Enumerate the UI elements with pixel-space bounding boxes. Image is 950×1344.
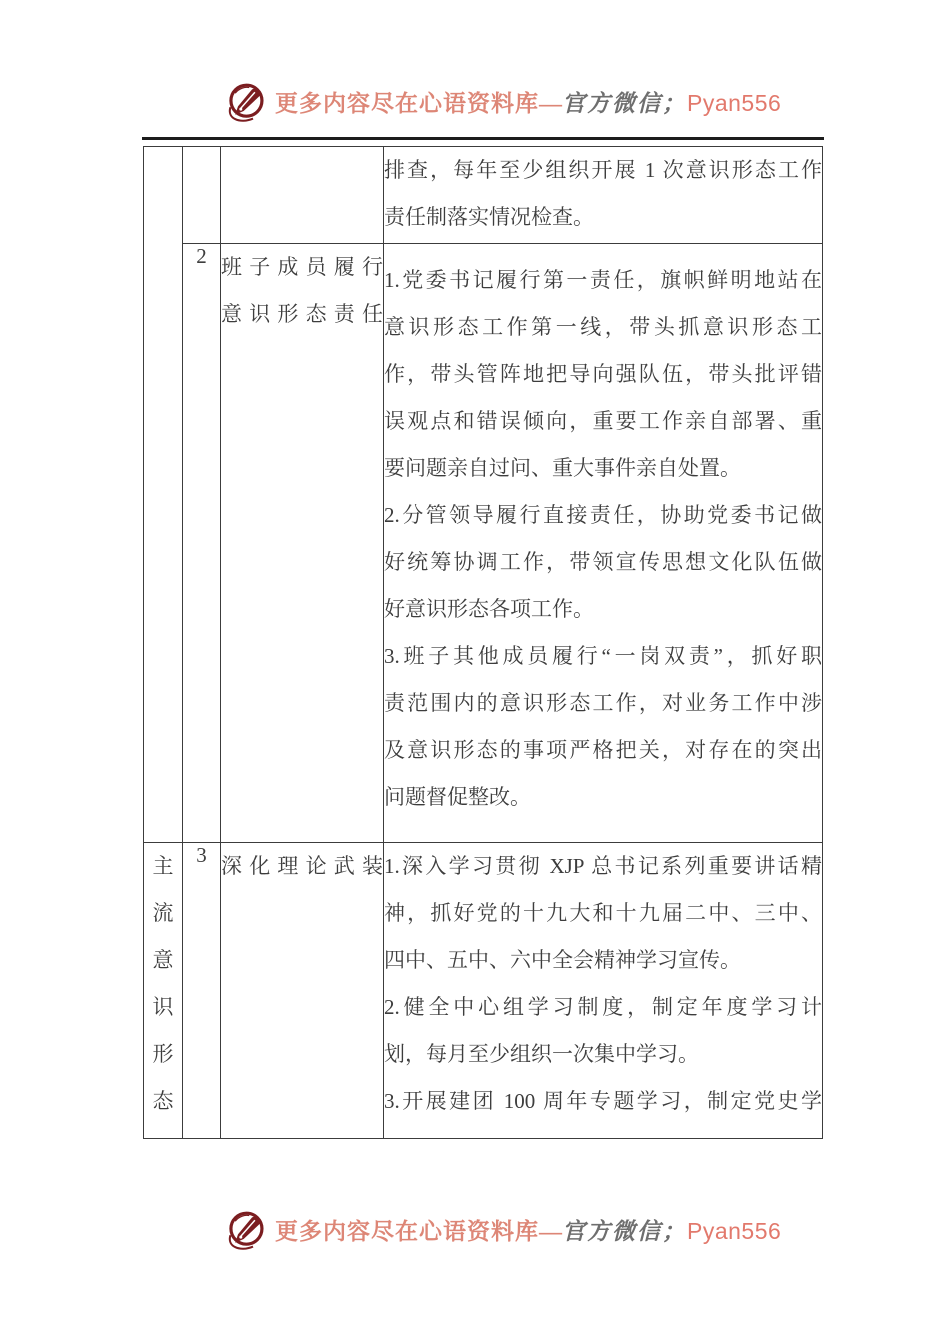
table-text-line: 误观点和错误倾向，重要工作亲自部署、重 (384, 409, 822, 433)
table-row (144, 147, 823, 244)
pen-logo-icon (222, 1208, 269, 1255)
footer-wechat-label: 官方微信； (562, 1219, 687, 1244)
table-text-line: 及意识形态的事项严格把关，对存在的突出 (384, 738, 822, 762)
table-row (144, 244, 823, 843)
table-text-line: 3.班子其他成员履行“一岗双责”，抓好职 (384, 644, 822, 668)
header-wechat-id: Pyan556 (687, 90, 782, 116)
table-text-line: 问题督促整改。 (384, 785, 531, 809)
footer-promo-text (275, 1208, 781, 1255)
table-row (144, 843, 823, 1139)
category-char: 流 (152, 901, 174, 925)
footer-promo (222, 1208, 781, 1255)
table-text-line: 责范围内的意识形态工作，对业务工作中涉 (384, 691, 822, 715)
category-char: 形 (152, 1042, 174, 1066)
row1-number-cell (183, 147, 221, 244)
ideology-work-table (143, 146, 823, 1139)
header-brand-text: 更多内容尽在心语资料库 (275, 91, 539, 116)
table-text-line: 要问题亲自过问、重大事件亲自处置。 (384, 456, 741, 480)
table-text-line: 3.开展建团 100 周年专题学习，制定党史学 (384, 1089, 822, 1113)
row-label-line: 深化理论武装 (221, 854, 383, 878)
row3-label-cell (221, 843, 384, 1139)
table-text-line: 神，抓好党的十九大和十九届二中、三中、 (384, 901, 822, 925)
row1-measures-cell (384, 147, 823, 244)
row3-category-cell (144, 843, 183, 1139)
category-char: 识 (152, 995, 174, 1019)
table-text-line: 作，带头管阵地把导向强队伍，带头批评错 (384, 362, 822, 386)
row1-label-cell (221, 147, 384, 244)
table-text-line: 2.分管领导履行直接责任，协助党委书记做 (384, 503, 822, 527)
footer-wechat-id: Pyan556 (687, 1218, 782, 1244)
footer-dash: — (539, 1219, 562, 1244)
table-text-line: 1.党委书记履行第一责任，旗帜鲜明地站在 (384, 268, 822, 292)
row-label-line: 意识形态责任 (221, 302, 383, 326)
row2-measures-cell (384, 244, 823, 843)
header-promo-text (275, 80, 781, 127)
table-text-line: 1.深入学习贯彻 XJP 总书记系列重要讲话精 (384, 854, 822, 878)
row3-number-cell: 3 (183, 843, 221, 1139)
header-dash: — (539, 91, 562, 116)
category-char: 意 (152, 948, 174, 972)
table-text-line: 责任制落实情况检查。 (384, 205, 594, 229)
header-divider-rule (142, 137, 824, 140)
category-char: 态 (152, 1089, 174, 1113)
table-text-line: 意识形态工作第一线，带头抓意识形态工 (384, 315, 822, 339)
table-text-line: 好意识形态各项工作。 (384, 597, 594, 621)
row2-number-cell: 2 (183, 244, 221, 843)
pen-logo-icon (222, 80, 269, 127)
category-cell-empty (144, 147, 183, 843)
header-wechat-label: 官方微信； (562, 91, 687, 116)
table-text-line: 四中、五中、六中全会精神学习宣传。 (384, 948, 741, 972)
row2-label-cell (221, 244, 384, 843)
table-text-line: 好统筹协调工作，带领宣传思想文化队伍做 (384, 550, 822, 574)
footer-brand-text: 更多内容尽在心语资料库 (275, 1219, 539, 1244)
header-promo (222, 80, 781, 127)
row3-measures-cell (384, 843, 823, 1139)
table-text-line: 2.健全中心组学习制度，制定年度学习计 (384, 995, 822, 1019)
category-char: 主 (152, 854, 174, 878)
table-text-line: 划，每月至少组织一次集中学习。 (384, 1042, 699, 1066)
table-text-line: 排查，每年至少组织开展 1 次意识形态工作 (384, 158, 822, 182)
row-label-line: 班子成员履行 (221, 255, 383, 279)
